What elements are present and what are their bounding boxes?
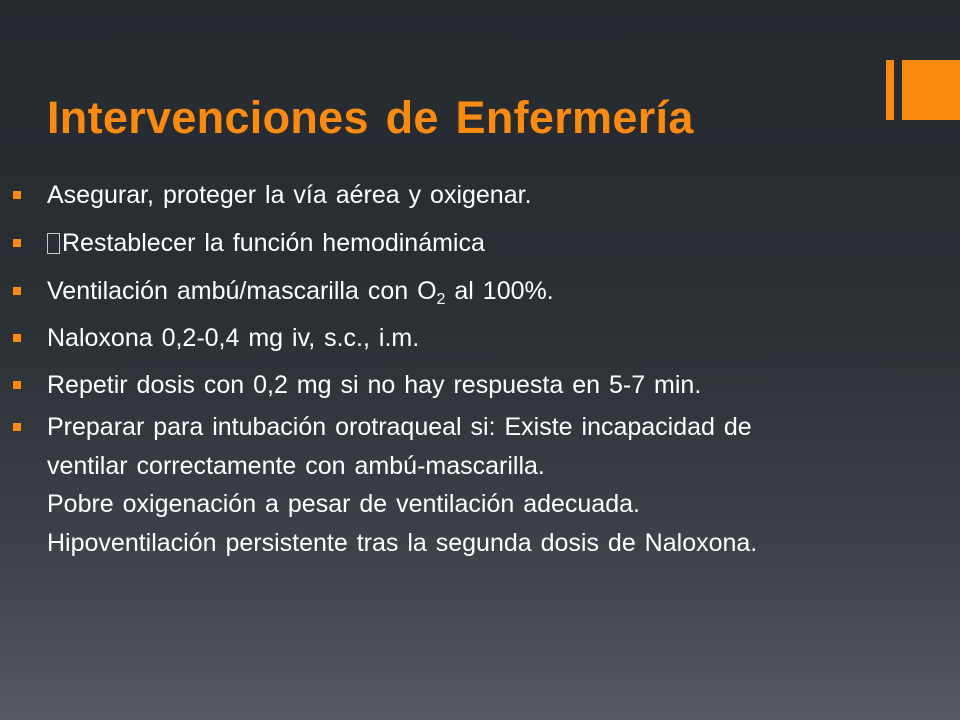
bullet-paragraph: Pobre oxigenación a pesar de ventilación adecuada. (47, 490, 640, 518)
logo-square-decoration (902, 60, 960, 120)
missing-glyph-icon (47, 233, 60, 254)
bullet-square-icon (13, 423, 21, 431)
slide-title: Intervenciones de Enfermería (47, 92, 694, 143)
bullet-square-icon (13, 287, 21, 295)
bullet-square-icon (13, 239, 21, 247)
bullet-square-icon (13, 334, 21, 342)
logo-bar-decoration (886, 60, 894, 120)
bullet-text: Ventilación ambú/mascarilla con O (47, 277, 437, 305)
bullet-text: Restablecer la función hemodinámica (62, 229, 485, 257)
bullet-text-suffix: al 100%. (445, 277, 554, 305)
bullet-square-icon (13, 191, 21, 199)
bullet-paragraph: Preparar para intubación orotraqueal si: Existe incapacidad de ventilar correctamente con ambú-mascarilla. (47, 413, 752, 480)
bullet-text: Naloxona 0,2-0,4 mg iv, s.c., i.m. (47, 324, 420, 352)
bullet-text: Repetir dosis con 0,2 mg si no hay respuesta en 5-7 min. (47, 371, 702, 399)
bullet-paragraph: Hipoventilación persistente tras la segunda dosis de Naloxona. (47, 528, 758, 557)
bullet-text: Asegurar, proteger la vía aérea y oxigenar. (47, 181, 532, 209)
subscript-two: 2 (436, 291, 446, 308)
bullet-square-icon (13, 381, 21, 389)
